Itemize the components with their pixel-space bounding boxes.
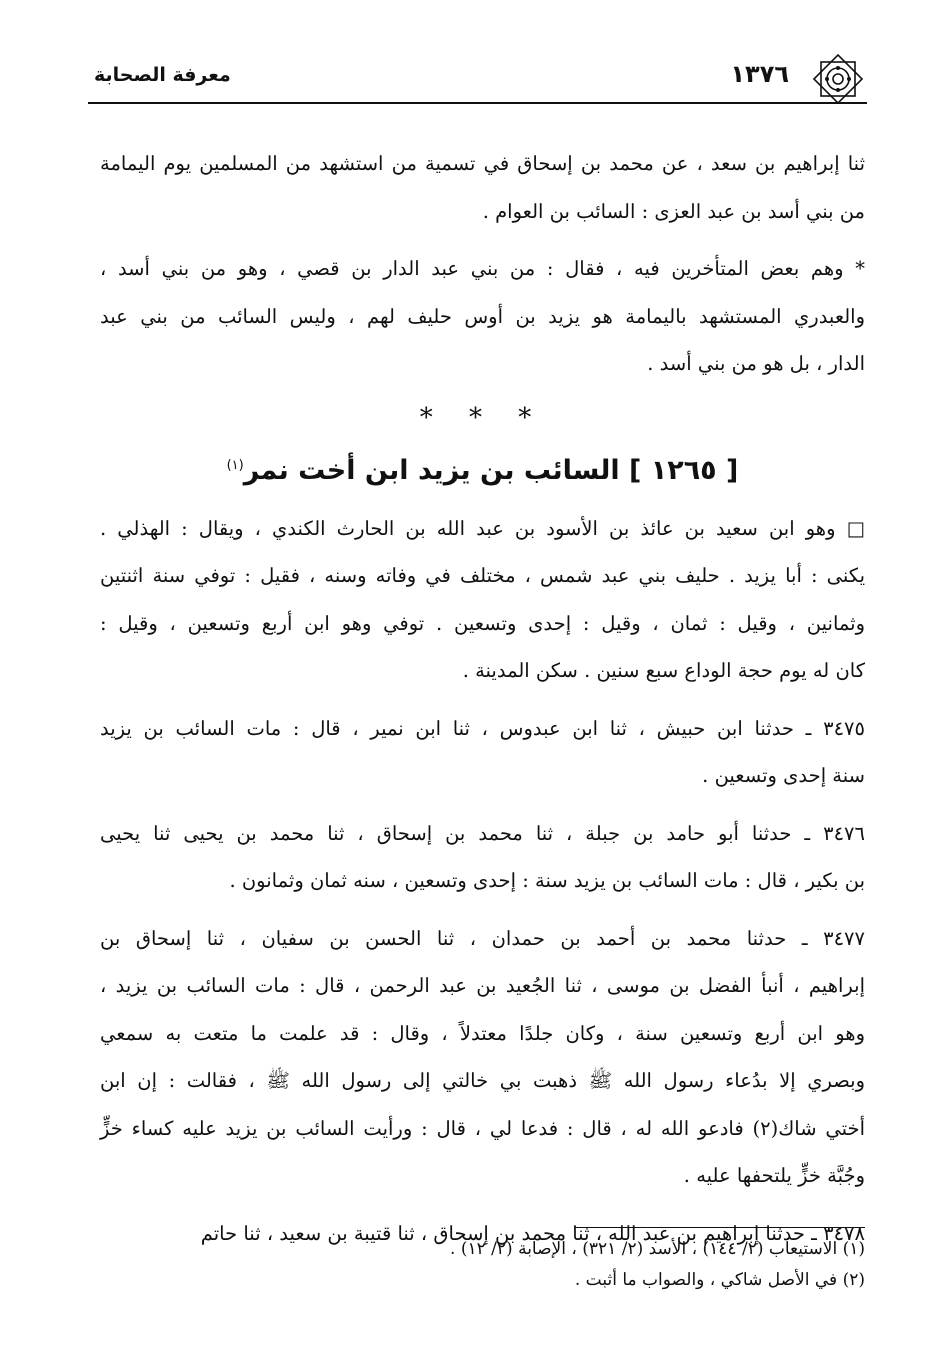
paragraph [100, 705, 865, 800]
text-line: والعبدري المستشهد باليمامة هو يزيد بن أوس حليف لهم ، وليس السائب من بني عبد [100, 304, 865, 328]
text-line: ٣٤٧٦ ـ حدثنا أبو حامد بن جبلة ، ثنا محمد بن إسحاق ، ثنا محمد بن يحيى ثنا يحيى [100, 821, 865, 845]
text-line: كان له يوم حجة الوداع سبع سنين . سكن المدينة . [462, 659, 865, 682]
entry-heading [100, 444, 865, 493]
bottom-paragraphs [100, 505, 865, 1258]
text-line: وثمانين ، وقيل : ثمان ، وقيل : إحدى وتسعين . توفي وهو ابن أربع وتسعين ، وقيل : [100, 611, 865, 635]
top-paragraphs [100, 140, 865, 388]
text-line: ٣٤٧٨ ـ حدثنا إبراهيم بن عبد الله ، ثنا محمد بن إسحاق ، ثنا قتيبة بن سعيد ، ثنا حاتم [200, 1221, 865, 1245]
text-line: □ وهو ابن سعيد بن عائذ بن الأسود بن عبد الله بن الحارث الكندي ، ويقال : الهذلي . [100, 516, 865, 540]
text-line: وجُبَّة خزٍّ يلتحفها عليه . [683, 1164, 865, 1187]
text-line: سنة إحدى وتسعين . [702, 764, 865, 787]
paragraph [100, 140, 865, 235]
section-separator: * * * [419, 402, 546, 433]
text-line: من بني أسد بن عبد العزى : السائب بن العوام . [482, 199, 865, 223]
text-line: يكنى : أبا يزيد . حليف بني عبد شمس ، مختلف في وفاته وسنه ، فقيل : توفي سنة اثنتين [100, 564, 865, 587]
text-line: ثنا إبراهيم بن سعد ، عن محمد بن إسحاق في تسمية من استشهد من المسلمين يوم اليمامة [100, 152, 865, 175]
running-title: معرفة الصحابة [94, 64, 231, 86]
paragraph [100, 915, 865, 1200]
page-header [88, 56, 867, 104]
paragraph [100, 245, 865, 388]
star-ornament-icon [809, 50, 867, 108]
text-line: وبصري إلا بدُعاء رسول الله ﷺ ذهبت بي خالتي إلى رسول الله ﷺ ، فقالت : إن ابن [100, 1069, 865, 1092]
footnote-divider [575, 1227, 865, 1228]
paragraph [100, 810, 865, 905]
text-line: * وهم بعض المتأخرين فيه ، فقال : من بني عبد الدار بن قصي ، وهو من بني أسد ، [100, 257, 865, 280]
page-number: ١٣٧٦ [730, 60, 789, 88]
text-line: بن بكير ، قال : مات السائب بن يزيد سنة : إحدى وتسعين ، سنه ثمان وثمانون . [229, 869, 865, 892]
footnotes [100, 1234, 865, 1296]
text-line: إبراهيم ، أنبأ الفضل بن موسى ، ثنا الجُعيد بن عبد الرحمن ، قال : مات السائب بن يزيد ، [100, 974, 865, 997]
page-body [100, 140, 865, 1267]
footnote-1: (١) الاستيعاب (٢/ ١٤٤) ، الأسد (٢/ ٣٢١) ، الإصابة (٢/ ١٢) . [450, 1239, 865, 1259]
text-line: الدار ، بل هو من بني أسد . [647, 352, 865, 375]
footnote-2: (٢) في الأصل شاكي ، والصواب ما أثبت . [574, 1270, 865, 1290]
text-line: أختي شاك(٢) فادعو الله له ، قال : فدعا لي ، قال : ورأيت السائب بن يزيد عليه كساء خزٍّ [100, 1116, 865, 1140]
text-line: ٣٤٧٥ ـ حدثنا ابن حبيش ، ثنا ابن عبدوس ، ثنا ابن نمير ، قال : مات السائب بن يزيد [100, 716, 865, 740]
text-line: وهو ابن أربع وتسعين سنة ، وكان جلدًا معتدلاً ، وقال : قد علمت ما متعت به سمعي [100, 1021, 865, 1045]
entry-heading-text: [ ١٢٦٥ ] السائب بن يزيد ابن أخت نمر [243, 454, 739, 486]
footnote-ref: (١) [226, 457, 244, 473]
paragraph [100, 505, 865, 695]
text-line: ٣٤٧٧ ـ حدثنا محمد بن أحمد بن حمدان ، ثنا الحسن بن سفيان ، ثنا إسحاق بن [100, 926, 865, 950]
